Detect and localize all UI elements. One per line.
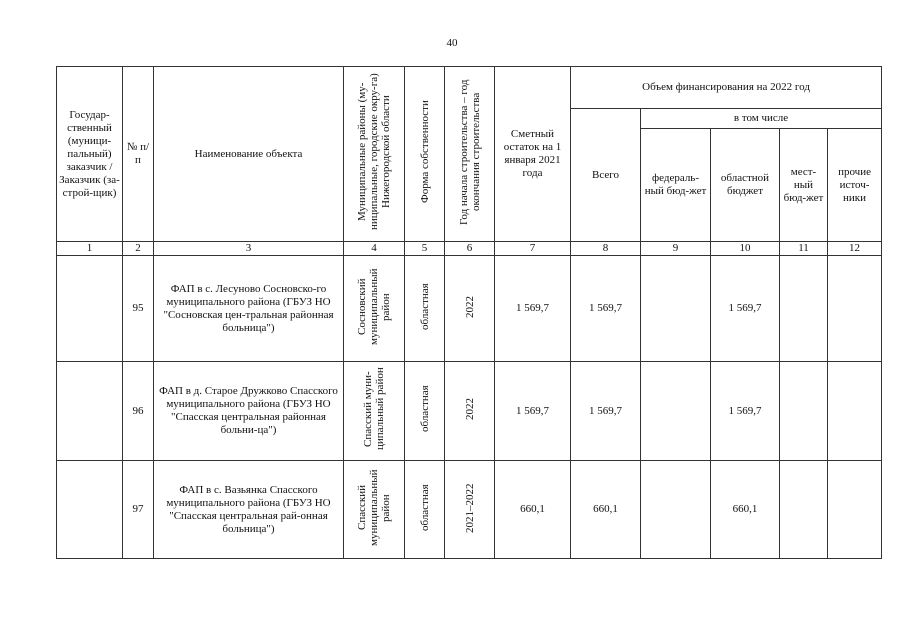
header-number: № п/п — [123, 67, 154, 242]
header-municipality-text: Муниципальные районы (му-ниципальные, городские окру-га) Нижегородской области — [356, 73, 392, 231]
row-customer — [57, 256, 123, 362]
column-number: 2 — [123, 242, 154, 256]
header-years — [445, 67, 495, 242]
column-number: 3 — [154, 242, 344, 256]
financing-table — [56, 66, 882, 559]
row-local — [780, 461, 828, 559]
row-federal — [641, 362, 711, 461]
table-row — [57, 362, 882, 461]
row-other — [828, 256, 882, 362]
row-federal — [641, 461, 711, 559]
row-municipality-text: Спасский муниципальный район — [356, 469, 392, 546]
row-ownership — [405, 461, 445, 559]
column-number: 1 — [57, 242, 123, 256]
page-number: 40 — [446, 37, 458, 49]
row-regional: 1 569,7 — [711, 256, 780, 362]
row-years — [445, 461, 495, 559]
table-row — [57, 256, 882, 362]
row-other — [828, 461, 882, 559]
header-regional: областной бюджет — [711, 129, 780, 242]
row-ownership-text: областная — [418, 283, 431, 330]
column-number: 12 — [828, 242, 882, 256]
row-total: 1 569,7 — [571, 362, 641, 461]
header-local: мест-ный бюд-жет — [780, 129, 828, 242]
table-row — [57, 461, 882, 559]
header-ownership-text: Форма собственности — [418, 100, 431, 204]
row-regional: 660,1 — [711, 461, 780, 559]
header-ownership — [405, 67, 445, 242]
column-number: 6 — [445, 242, 495, 256]
column-number: 8 — [571, 242, 641, 256]
row-years — [445, 362, 495, 461]
row-total: 1 569,7 — [571, 256, 641, 362]
header-municipality — [344, 67, 405, 242]
column-number: 4 — [344, 242, 405, 256]
header-object-name: Наименование объекта — [154, 67, 344, 242]
row-remaining: 1 569,7 — [495, 256, 571, 362]
row-local — [780, 256, 828, 362]
row-other — [828, 362, 882, 461]
row-remaining: 660,1 — [495, 461, 571, 559]
header-remaining: Сметный остаток на 1 января 2021 года — [495, 67, 571, 242]
column-number: 11 — [780, 242, 828, 256]
row-municipality-text: Спасский муни-ципальный район — [362, 367, 386, 451]
row-number: 95 — [123, 256, 154, 362]
row-municipality — [344, 461, 405, 559]
header-years-text: Год начала строительства – год окончания строительства — [457, 79, 482, 225]
row-ownership — [405, 256, 445, 362]
row-object-name: ФАП в д. Старое Дружково Спасского муниципального района (ГБУЗ НО "Спасская центральная районная больни-ца") — [154, 362, 344, 461]
row-municipality — [344, 256, 405, 362]
row-total: 660,1 — [571, 461, 641, 559]
row-years-text: 2022 — [463, 295, 476, 318]
row-customer — [57, 461, 123, 559]
row-years — [445, 256, 495, 362]
row-municipality-text: Сосновский муниципальный район — [356, 268, 392, 345]
row-ownership-text: областная — [418, 385, 431, 433]
header-total: Всего — [571, 109, 641, 242]
row-customer — [57, 362, 123, 461]
row-years-text: 2021–2022 — [463, 482, 476, 533]
header-federal: федераль-ный бюд-жет — [641, 129, 711, 242]
row-remaining: 1 569,7 — [495, 362, 571, 461]
row-number: 96 — [123, 362, 154, 461]
row-years-text: 2022 — [463, 398, 476, 420]
header-customer: Государ-ственный (муници-пальный) заказчик / Заказчик (за-строй-щик) — [57, 67, 123, 242]
column-number: 7 — [495, 242, 571, 256]
column-number: 10 — [711, 242, 780, 256]
row-federal — [641, 256, 711, 362]
header-including: в том числе — [641, 109, 882, 129]
column-number: 5 — [405, 242, 445, 256]
row-object-name: ФАП в с. Лесуново Сосновско-го муниципального района (ГБУЗ НО "Сосновская цен-тральная районная больница") — [154, 256, 344, 362]
header-other: прочие источ-ники — [828, 129, 882, 242]
row-municipality — [344, 362, 405, 461]
row-object-name: ФАП в с. Вазьянка Спасского муниципального района (ГБУЗ НО "Спасская центральная рай-онная больница") — [154, 461, 344, 559]
column-number: 9 — [641, 242, 711, 256]
header-row-1 — [57, 67, 882, 109]
row-ownership — [405, 362, 445, 461]
row-regional: 1 569,7 — [711, 362, 780, 461]
row-ownership-text: областная — [418, 484, 431, 531]
row-number: 97 — [123, 461, 154, 559]
header-funding: Объем финансирования на 2022 год — [571, 67, 882, 109]
row-local — [780, 362, 828, 461]
column-number-row — [57, 242, 882, 256]
